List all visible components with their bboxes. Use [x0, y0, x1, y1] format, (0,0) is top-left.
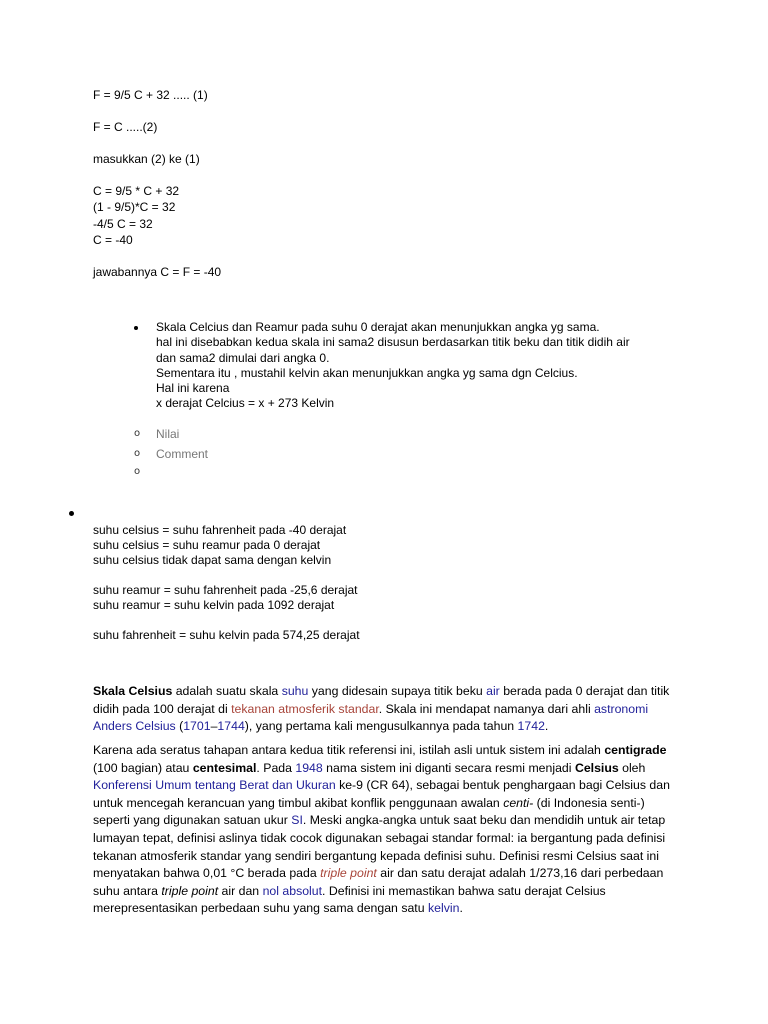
link-1701[interactable]: 1701: [183, 719, 211, 734]
bold-term: Celsius: [574, 760, 619, 775]
bullet-1-line-5: Hal ini karena: [156, 381, 230, 396]
bullet-2-line-6: suhu fahrenheit = suhu kelvin pada 574,25 derajat: [93, 628, 360, 642]
italic-term: triple point: [161, 883, 219, 898]
link-1948[interactable]: 1948: [295, 760, 323, 775]
link-1742[interactable]: 1742: [517, 719, 545, 734]
link-air[interactable]: air: [486, 684, 500, 698]
bullet-2-line-5: suhu reamur = suhu kelvin pada 1092 derajat: [93, 598, 335, 612]
link-triple-point[interactable]: triple point: [320, 866, 377, 881]
link-astronomi[interactable]: astronomi: [594, 701, 649, 716]
sub-bullet-icon: o: [134, 428, 141, 439]
bullet-1-line-1: Skala Celcius dan Reamur pada suhu 0 derajat akan menunjukkan angka yg sama.: [156, 320, 600, 334]
link-si[interactable]: SI: [291, 813, 303, 828]
bullet-2-line-2: suhu celsius = suhu reamur pada 0 derajat: [93, 538, 321, 552]
bullet-2-line-3: suhu celsius tidak dapat sama dengan kelvin: [93, 553, 332, 567]
bullet-dot: [134, 326, 138, 330]
bold-term: centigrade: [604, 743, 667, 757]
bold-term: Skala Celsius: [93, 684, 173, 698]
bullet-1-line-3: dan sama2 dimulai dari angka 0.: [156, 350, 330, 365]
link-tekanan-atmosferik[interactable]: tekanan atmosferik standar: [231, 701, 379, 716]
substitute-line: masukkan (2) ke (1): [93, 152, 200, 166]
celsius-paragraph-2: Karena ada seratus tahapan antara kedua titik referensi ini, istilah asli untuk sistem ini adalah centigrade (100 bagian) atau centesimal. Pada 1948 nama sistem ini diganti secara resmi menjadi Celsius oleh Konferensi Umum tentang Berat dan Ukuran ke-9 (CR 64), sebagai bentuk penghargaan bagi Celsius dan untuk mencegah kerancuan yang timbul akibat konflik penggunaan awalan centi- (di Indonesia senti-) seperti yang digunakan satuan ukur SI. Meski angka-angka untuk saat beku dan mendidih untuk air tetap lumayan tepat, definisi aslinya tidak cocok digunakan sebagai standar formal: ia bergantung pada definisi tekanan atmosferik standar yang sendiri bergantung kepada definisi suhu. Definisi resmi Celsius saat ini menyatakan bahwa 0,01 °C berada pada triple point air dan satu derajat adalah 1/273,16 dari perbedaan suhu antara triple point air dan nol absolut. Definisi ini memastikan bahwa satu derajat Celsius merepresentasikan perbedaan suhu yang sama dengan satu kelvin.: [93, 743, 670, 916]
comment-link[interactable]: Comment: [156, 447, 209, 461]
nilai-link[interactable]: Nilai: [156, 427, 180, 441]
equation-2: F = C .....(2): [93, 120, 158, 134]
bullet-2-line-1: suhu celsius = suhu fahrenheit pada -40 derajat: [93, 523, 347, 537]
link-nol-absolut[interactable]: nol absolut: [262, 883, 323, 898]
bullet-2-line-4: suhu reamur = suhu fahrenheit pada -25,6 derajat: [93, 583, 358, 597]
bullet-1-text: [156, 320, 716, 412]
celsius-paragraph-1: Skala Celsius adalah suatu skala suhu yang didesain supaya titik beku air berada pada 0 derajat dan titik didih pada 100 derajat di tekanan atmosferik standar. Skala ini mendapat namanya dari ahli astronomi Anders Celsius (1701–1744), yang pertama kali mengusulkannya pada tahun 1742.: [93, 684, 670, 734]
equation-1: F = 9/5 C + 32 ..... (1): [93, 88, 208, 102]
link-konferensi-umum[interactable]: Konferensi Umum tentang Berat dan Ukuran: [93, 778, 336, 793]
bullet-1-line-6: x derajat Celcius = x + 273 Kelvin: [156, 396, 335, 411]
step-3: -4/5 C = 32: [93, 217, 153, 231]
sub-bullet-icon: o: [134, 448, 141, 459]
bullet-dot: [69, 511, 74, 516]
step-2: (1 - 9/5)*C = 32: [93, 200, 176, 214]
link-kelvin[interactable]: kelvin: [427, 901, 460, 916]
sub-bullet-icon: o: [134, 466, 141, 477]
bullet-1-line-4: Sementara itu , mustahil kelvin akan menunjukkan angka yg sama dgn Celcius.: [156, 365, 578, 380]
step-4: C = -40: [93, 233, 133, 247]
bullet-1-line-2: hal ini disebabkan kedua skala ini sama2 disusun berdasarkan titik beku dan titik didih air: [156, 335, 630, 350]
italic-term: centi-: [503, 795, 534, 810]
link-1744[interactable]: 1744: [217, 719, 245, 734]
link-suhu[interactable]: suhu: [281, 684, 309, 698]
step-1: C = 9/5 * C + 32: [93, 184, 180, 198]
answer-line: jawabannya C = F = -40: [93, 265, 222, 279]
bold-term: centesimal: [192, 760, 257, 775]
link-anders-celsius[interactable]: Anders Celsius: [93, 719, 176, 734]
